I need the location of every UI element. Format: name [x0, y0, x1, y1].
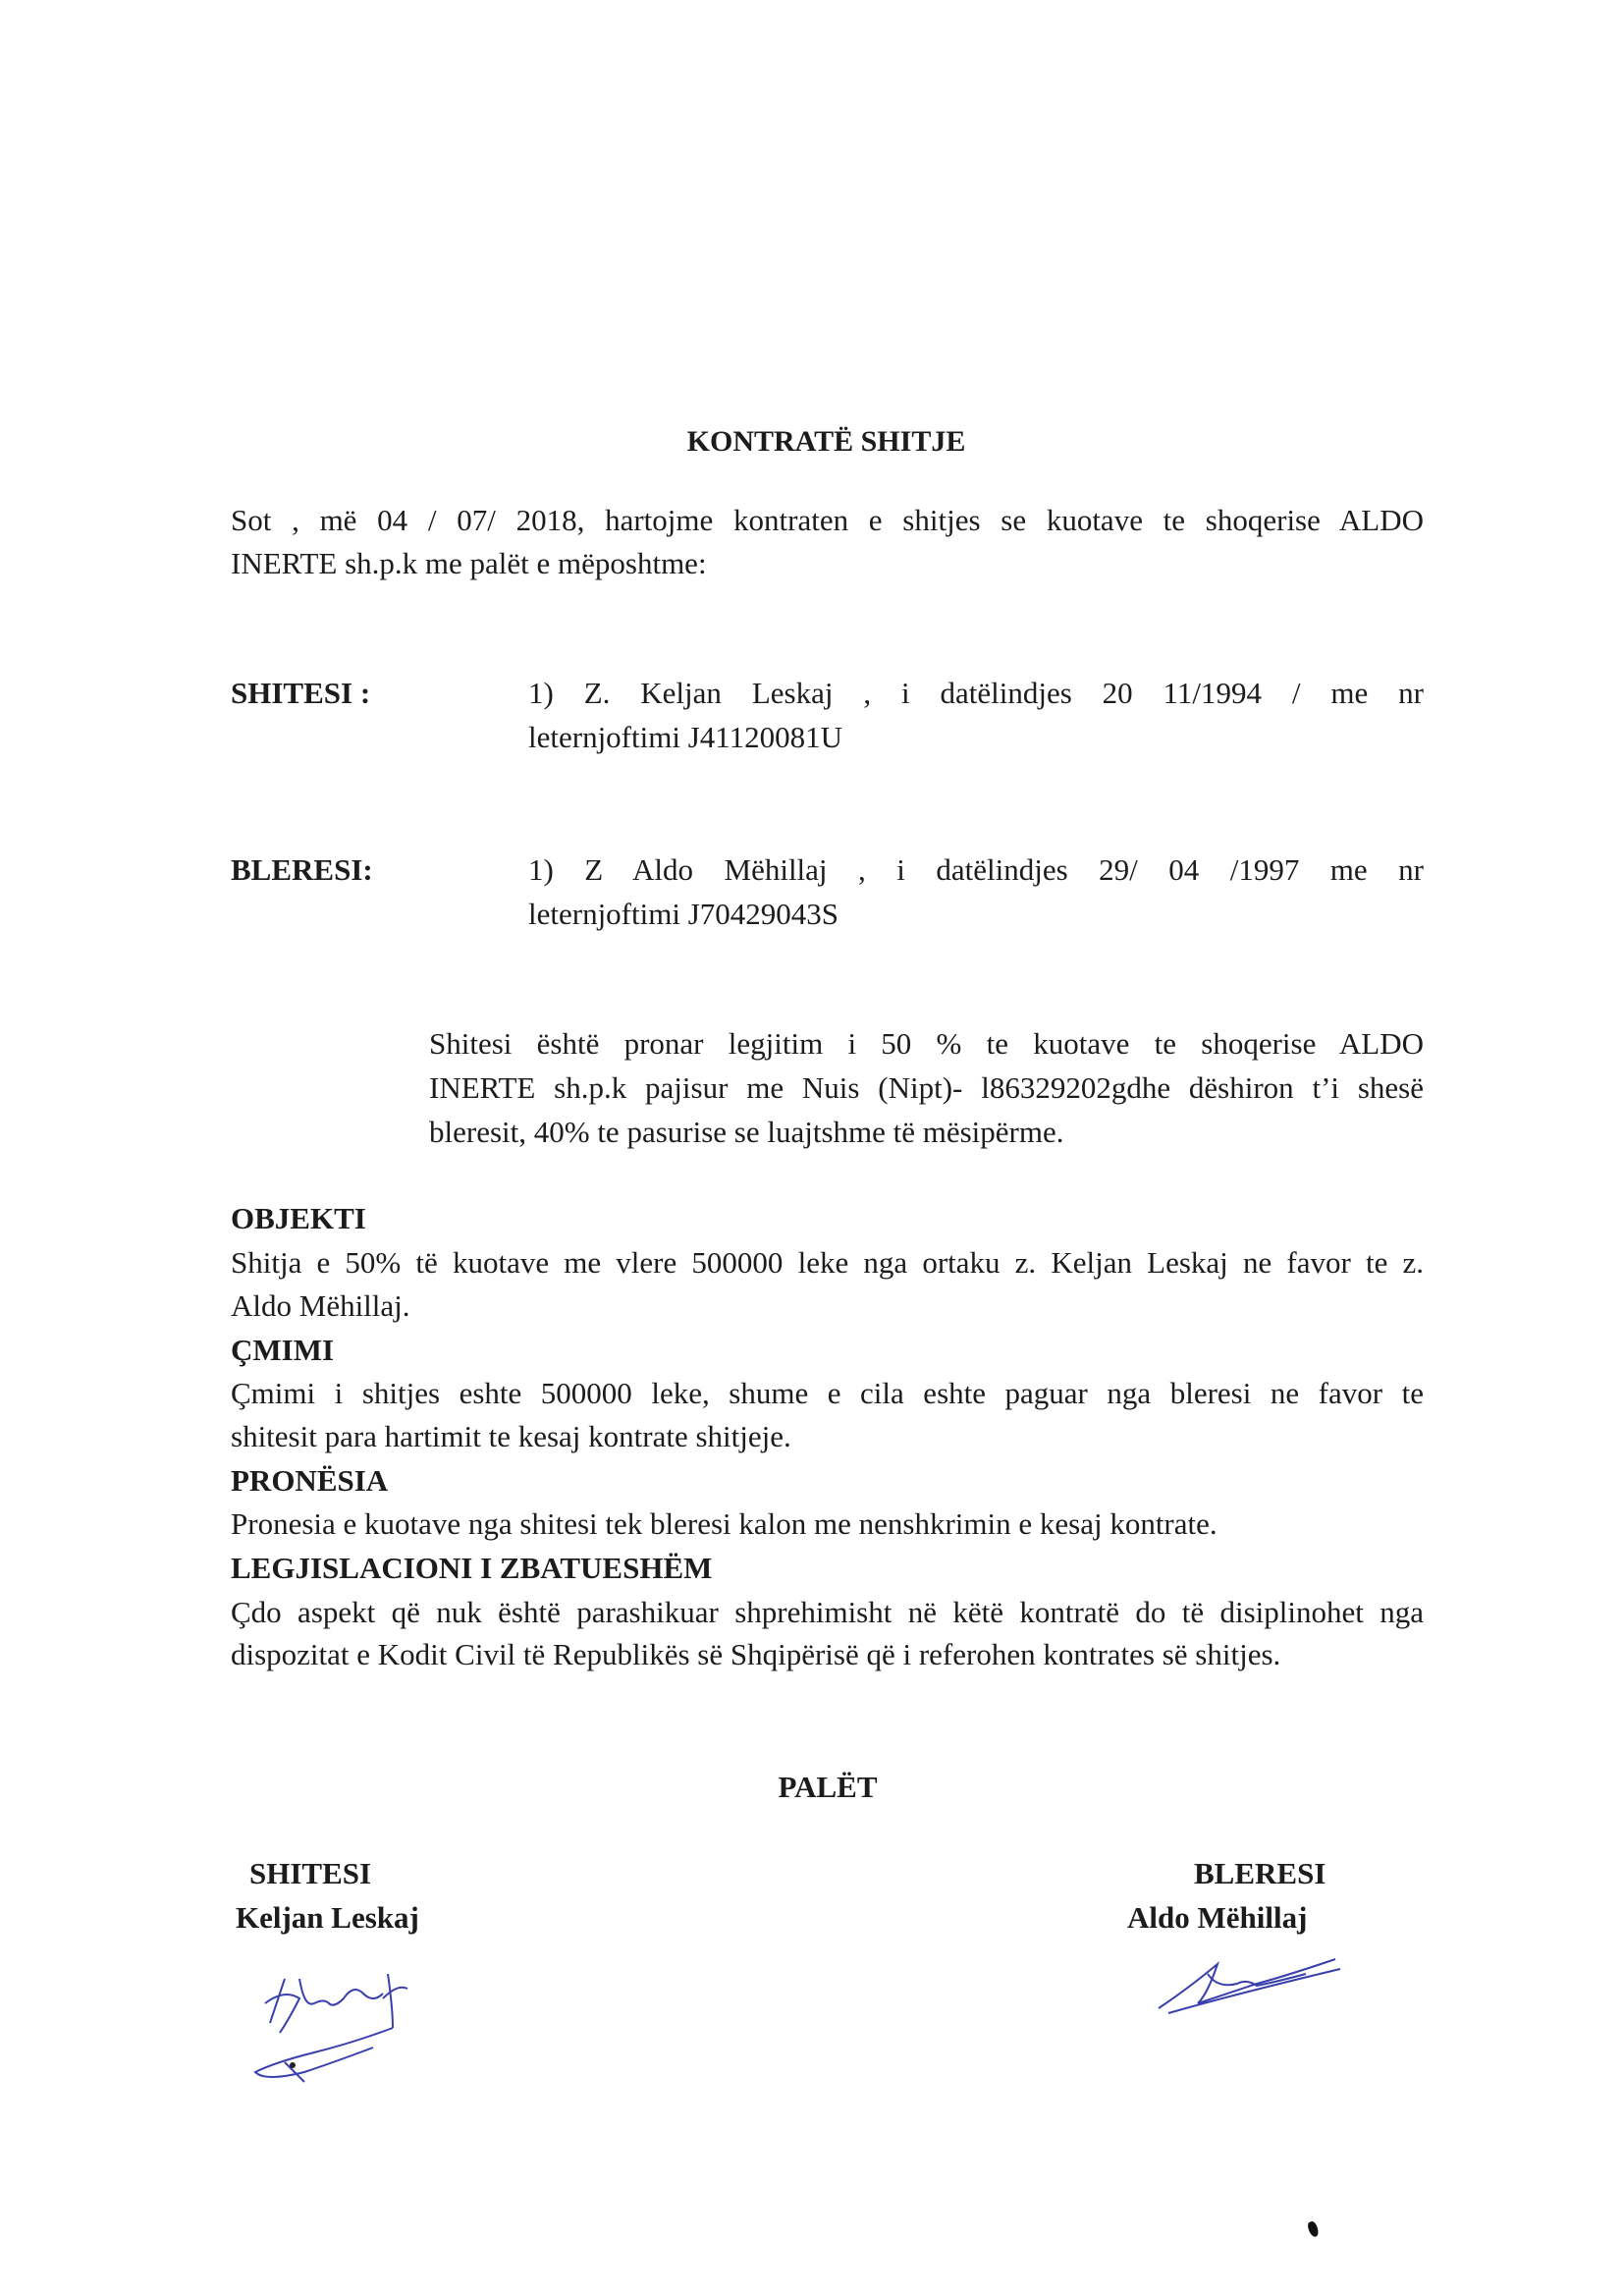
objekti-line-1: Shitja e 50% të kuotave me vlere 500000 leke nga ortaku z. Keljan Leskaj ne favor te z. [231, 1245, 1424, 1280]
buyer-signature-name: Aldo Mëhillaj [1127, 1900, 1308, 1935]
buyer-signature [1149, 1935, 1355, 2023]
intro-line-1: Sot , më 04 / 07/ 2018, hartojme kontraten e shitjes se kuotave te shoqerise ALDO [231, 503, 1424, 537]
seller-signature-label: SHITESI [249, 1856, 372, 1890]
page-title: KONTRATË SHITJE [686, 425, 966, 458]
pronesia-heading: PRONËSIA [231, 1463, 389, 1498]
statement-line-3: bleresit, 40% te pasurise se luajtshme të mësipërme. [429, 1115, 1064, 1149]
buyer-line-1: 1) Z Aldo Mëhillaj , i datëlindjes 29/ 04 /1997 me nr [528, 852, 1424, 887]
parties-heading: PALËT [778, 1770, 878, 1804]
buyer-signature-label: BLERESI [1194, 1856, 1326, 1890]
cmimi-heading: ÇMIMI [231, 1333, 335, 1367]
seller-line-2: leternjoftimi J41120081U [528, 720, 843, 754]
intro-line-2: INERTE sh.p.k me palët e mëposhtme: [231, 546, 707, 580]
pronesia-line-1: Pronesia e kuotave nga shitesi tek bleresi kalon me nenshkrimin e kesaj kontrate. [231, 1506, 1217, 1541]
legjislacioni-line-1: Çdo aspekt që nuk është parashikuar shprehimisht në këtë kontratë do të disiplinohet nga [231, 1595, 1424, 1629]
legjislacioni-heading: LEGJISLACIONI I ZBATUESHËM [231, 1551, 713, 1585]
seller-signature [245, 1949, 461, 2087]
statement-line-2: INERTE sh.p.k pajisur me Nuis (Nipt)- l86329202gdhe dëshiron t’i shesë [429, 1070, 1424, 1105]
legjislacioni-line-2: dispozitat e Kodit Civil të Republikës së Shqipërisë që i referohen kontrates së shitjes. [231, 1637, 1281, 1671]
cmimi-line-2: shitesit para hartimit te kesaj kontrate shitjeje. [231, 1419, 791, 1453]
seller-label: SHITESI : [231, 676, 371, 710]
cmimi-line-1: Çmimi i shitjes eshte 500000 leke, shume e cila eshte paguar nga bleresi ne favor te [231, 1376, 1424, 1410]
objekti-heading: OBJEKTI [231, 1201, 366, 1235]
statement-line-1: Shitesi është pronar legjitim i 50 % te kuotave te shoqerise ALDO [429, 1026, 1424, 1061]
buyer-line-2: leternjoftimi J70429043S [528, 897, 839, 931]
buyer-label: BLERESI: [231, 852, 373, 887]
scan-mark [1307, 2220, 1321, 2238]
objekti-line-2: Aldo Mëhillaj. [231, 1288, 410, 1323]
seller-signature-name: Keljan Leskaj [236, 1900, 419, 1935]
seller-line-1: 1) Z. Keljan Leskaj , i datëlindjes 20 11/1994 / me nr [528, 676, 1424, 710]
